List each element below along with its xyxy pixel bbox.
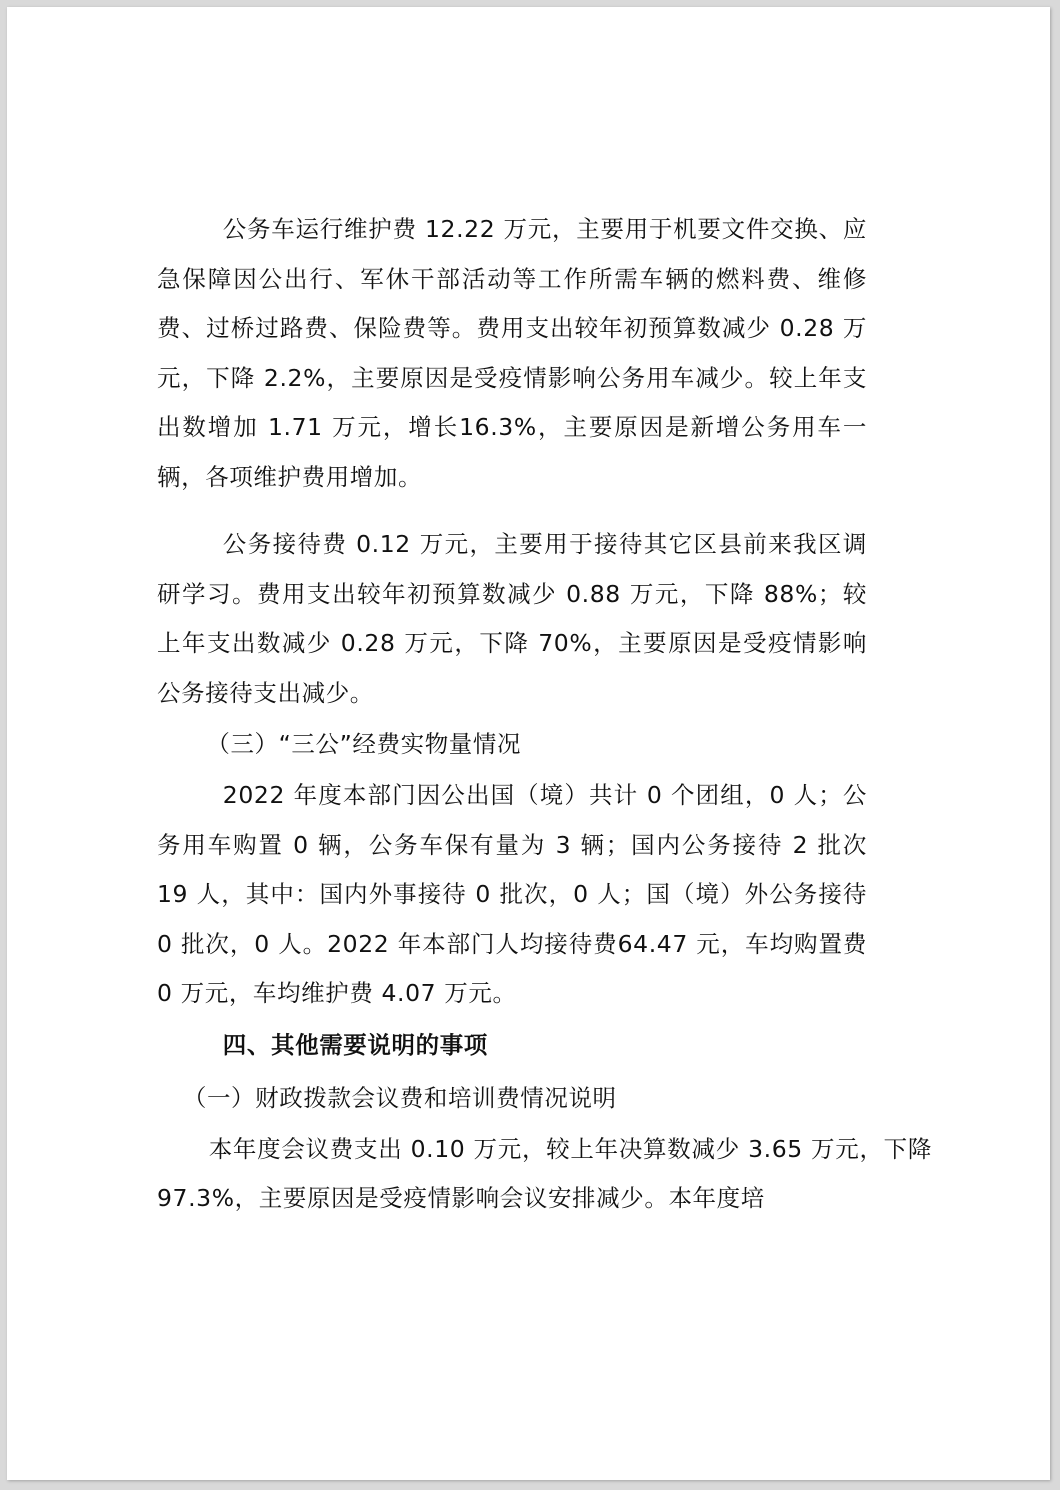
document-body — [157, 205, 932, 1224]
paragraph-vehicle-maintenance: 公务车运行维护费 12.22 万元，主要用于机要文件交换、应急保障因公出行、军休干部活动等工作所需车辆的燃料费、维修费、过桥过路费、保险费等。费用支出较年初预算数减少 0.28 万元，下降 2.2%，主要原因是受疫情影响公务用车减少。较上年支出数增加 1.71 万元，增长16.3%，主要原因是新增公务用车一辆，各项维护费用增加。 — [157, 215, 867, 491]
document-page — [7, 7, 1050, 1480]
heading-meeting-training-fees: （一）财政拨款会议费和培训费情况说明 — [182, 1083, 617, 1112]
heading-three-public-quantities: （三）“三公”经费实物量情况 — [206, 730, 522, 758]
paragraph-quantities: 2022 年度本部门因公出国（境）共计 0 个团组，0 人；公务用车购置 0 辆，公务车保有量为 3 辆；国内公务接待 2 批次 19 人，其中：国内外事接待 0 批次，0 人；国（境）外公务接待 0 批次，0 人。2022 年本部门人均接待费64.47 元，车均购置费 0 万元，车均维护费 4.07 万元。 — [157, 781, 867, 1007]
paragraph-official-reception: 公务接待费 0.12 万元，主要用于接待其它区县前来我区调研学习。费用支出较年初预算数减少 0.88 万元，下降 88%；较上年支出数减少 0.28 万元，下降 70%，主要原因是受疫情影响公务接待支出减少。 — [157, 530, 867, 707]
paragraph-meeting-fees: 本年度会议费支出 0.10 万元，较上年决算数减少 3.65 万元，下降 97.3%，主要原因是受疫情影响会议安排减少。本年度培 — [157, 1134, 932, 1212]
heading-other-matters: 四、其他需要说明的事项 — [222, 1030, 488, 1059]
